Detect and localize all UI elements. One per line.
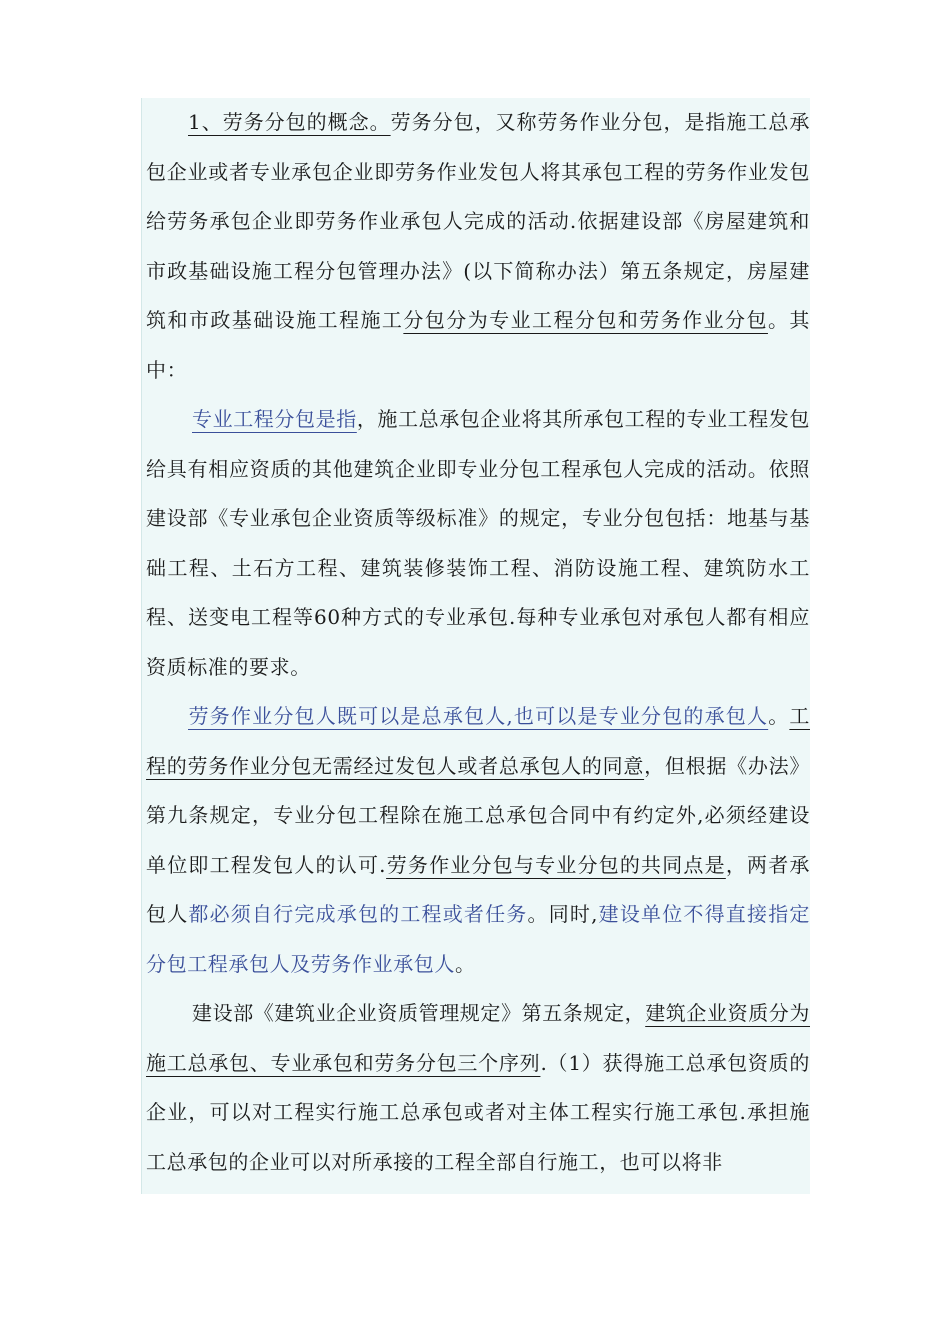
paragraph-text: 。其中： (146, 308, 810, 382)
paragraph-text: 。同时, (527, 902, 599, 926)
paragraph-text: ，但根据《办法》第九条规定，专业分包工程除在施工总承包合同中有约定外,必须经建设单位即工程发包人的认可. (146, 753, 810, 877)
underlined-phrase: 工程的劳务作业分包无需经过发包人或者总承包人的同意 (146, 704, 810, 778)
blue-phrase: 都必须自行完成承包的工程或者任务 (188, 902, 528, 926)
underlined-phrase: 建筑企业资质分为施工总承包、专业承包和劳务分包三个序列 (146, 1001, 810, 1075)
paragraph-text: ，施工总承包企业将其所承包工程的专业工程发包给具有相应资质的其他建筑企业即专业分包工程承包人完成的活动。依照建设部《专业承包企业资质等级标准》的规定，专业分包包括：地基与基础工程、土石方工程、建筑装修装饰工程、消防设施工程、建筑防水工程、送变电工程等60种方式的专业承包.每种专业承包对承包人都有相应资质标准的要求。 (146, 407, 810, 679)
underlined-blue-phrase: 劳务作业分包人既可以是总承包人,也可以是专业分包的承包人 (188, 704, 769, 728)
blue-phrase: 建设单位不得直接指定分包工程承包人及劳务作业承包人 (146, 902, 810, 976)
paragraph-text: 。 (768, 704, 790, 728)
paragraph-professional-subcontract (146, 395, 810, 692)
paragraph-qualification-rules (146, 989, 810, 1187)
paragraph-text: 。 (455, 951, 476, 976)
underlined-phrase: 分包分为专业工程分包和劳务作业分包 (403, 308, 768, 332)
paragraph-text: ，两者承包人 (146, 852, 810, 926)
paragraph-text: .（1）获得施工总承包资质的企业，可以对工程实行施工总承包或者对主体工程实行施工承包.承担施工总承包的企业可以对所承接的工程全部自行施工，也可以将非 (146, 1050, 810, 1174)
paragraph-labor-subcontract-concept (146, 98, 810, 395)
paragraph-labor-subcontractor (146, 692, 810, 989)
concept-heading: 1、劳务分包的概念。 (188, 110, 391, 134)
underlined-blue-phrase: 专业工程分包是指 (192, 407, 357, 431)
highlighted-text-box (141, 98, 810, 1194)
paragraph-text: 建设部《建筑业企业资质管理规定》第五条规定， (192, 1001, 646, 1025)
underlined-phrase: 劳务作业分包与专业分包的共同点是 (386, 852, 726, 877)
paragraph-text: 劳务分包，又称劳务作业分包，是指施工总承包企业或者专业承包企业即劳务作业发包人将其承包工程的劳务作业发包给劳务承包企业即劳务作业承包人完成的活动.依据建设部《房屋建筑和市政基础设施工程分包管理办法》(以下简称办法）第五条规定，房屋建筑和市政基础设施工程施工 (146, 110, 810, 332)
